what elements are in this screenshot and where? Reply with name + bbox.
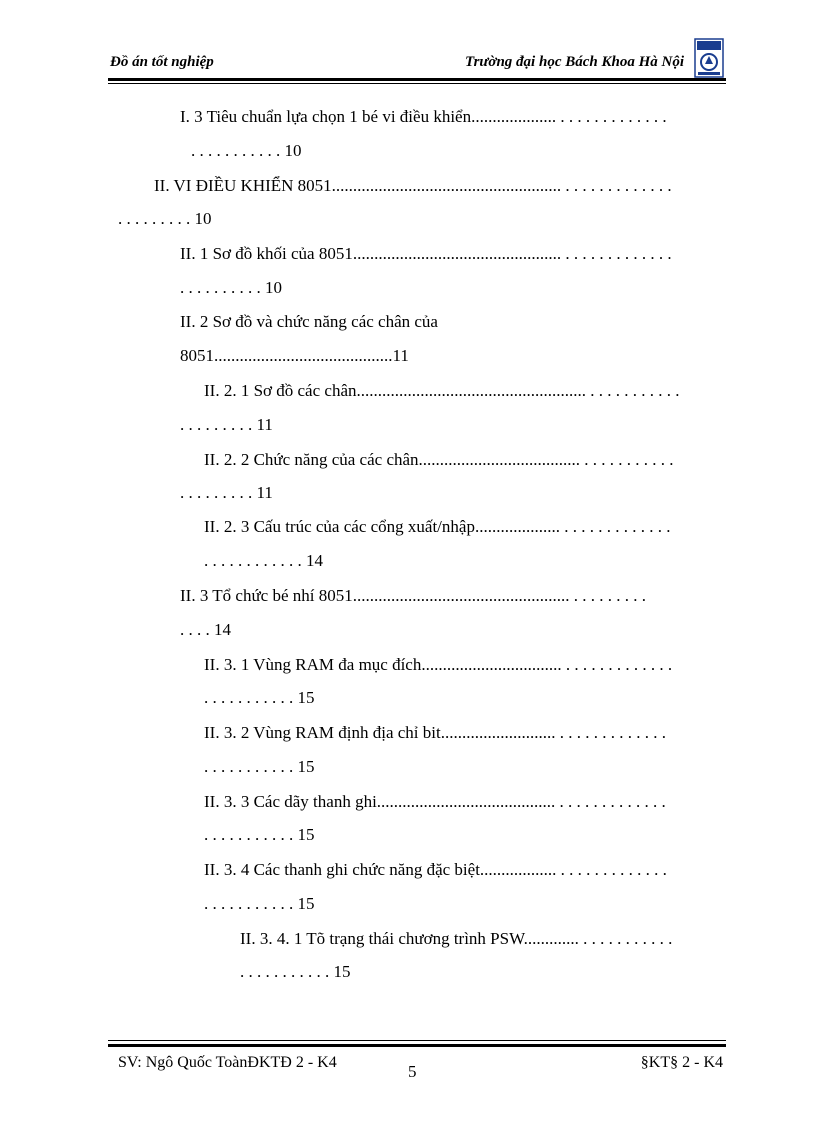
- page-number: 5: [408, 1062, 417, 1081]
- toc-entry-line: II. VI ĐIỀU KHIỂN 8051...................................................... . . . . . . . . . . . . .: [154, 176, 672, 195]
- toc-entry-line: II. 3. 4. 1 Tõ trạng thái chương trình PSW............. . . . . . . . . . . .: [240, 929, 673, 948]
- toc-entry-line: 8051..........................................11: [180, 346, 409, 365]
- toc-entry-line: . . . . . . . . . . . 15: [204, 757, 315, 776]
- toc-entry-line: II. 1 Sơ đồ khối của 8051................................................. . . . . . . . . . . . . .: [180, 244, 672, 263]
- toc-entry-line: II. 2. 3 Cấu trúc của các cổng xuất/nhập.................... . . . . . . . . . . . . .: [204, 517, 671, 536]
- toc-entry-line: . . . . . . . . . 11: [180, 415, 273, 434]
- toc-entry-line: II. 2 Sơ đồ và chức năng các chân của: [180, 312, 438, 331]
- page-header: [108, 38, 724, 78]
- toc-entry-line: . . . . . . . . . . . 15: [204, 894, 315, 913]
- toc-entry-line: II. 2. 2 Chức năng của các chân...................................... . . . . . . . . . . .: [204, 450, 674, 469]
- toc-entry-line: . . . . . . . . . 10: [118, 209, 212, 228]
- header-rule: [108, 78, 726, 81]
- toc-entry-line: . . . . . . . . . . 10: [180, 278, 282, 297]
- toc-entry-line: II. 3 Tổ chức bé nhí 8051................................................... . . . . . . . . .: [180, 586, 646, 605]
- header-rule-thin: [108, 83, 726, 84]
- toc-entry-line: II. 3. 1 Vùng RAM đa mục đích................................. . . . . . . . . . . . . .: [204, 655, 673, 674]
- header-left-title: Đồ án tốt nghiệp: [110, 54, 214, 70]
- toc-entry-line: . . . . . . . . . . . . 14: [204, 551, 323, 570]
- footer-rule: [108, 1044, 726, 1047]
- toc-entry-line: II. 2. 1 Sơ đồ các chân...................................................... . . . . . . . . . . .: [204, 381, 680, 400]
- university-logo-icon: [694, 38, 724, 78]
- toc-entry-line: . . . . . . . . . 11: [180, 483, 273, 502]
- toc-entry-line: . . . . . . . . . . . 15: [204, 825, 315, 844]
- toc-entry-line: . . . . . . . . . . . 10: [191, 141, 302, 160]
- toc-entry-line: . . . . . . . . . . . 15: [240, 962, 351, 981]
- toc-entry-line: II. 3. 4 Các thanh ghi chức năng đặc biệt.................. . . . . . . . . . . . . .: [204, 860, 667, 879]
- toc-entry-line: . . . . 14: [180, 620, 231, 639]
- footer-class: §KT§ 2 - K4: [640, 1054, 723, 1071]
- footer-student: SV: Ngô Quốc ToànĐKTĐ 2 - K4: [118, 1054, 337, 1071]
- footer-rule-thin: [108, 1040, 726, 1041]
- toc-entry-line: II. 3. 3 Các dãy thanh ghi.......................................... . . . . . . . . . . . . .: [204, 792, 666, 811]
- header-right-title: Trường đại học Bách Khoa Hà Nội: [464, 54, 684, 70]
- toc-entry-line: . . . . . . . . . . . 15: [204, 688, 315, 707]
- toc-entry-line: II. 3. 2 Vùng RAM định địa chỉ bit........................... . . . . . . . . . . . . .: [204, 723, 666, 742]
- toc-entry-line: I. 3 Tiêu chuẩn lựa chọn 1 bé vi điều khiển.................... . . . . . . . . . . . . .: [180, 107, 667, 126]
